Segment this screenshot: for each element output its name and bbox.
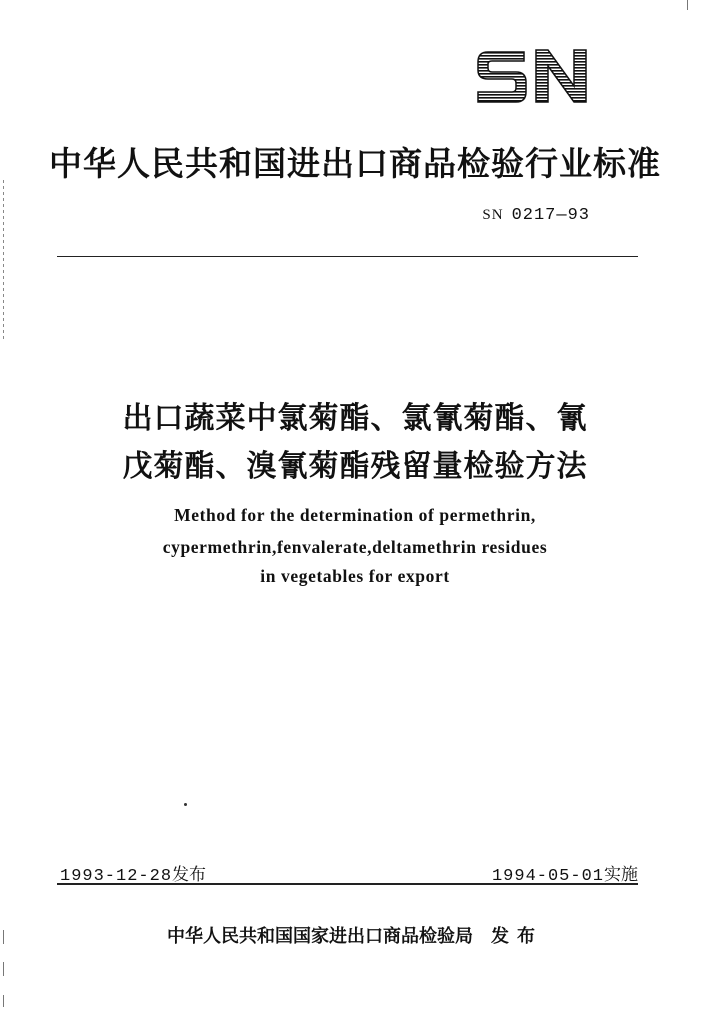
issue-date-label: 发布 — [172, 865, 207, 885]
scan-edge-dots — [3, 180, 4, 340]
scan-edge-mark — [3, 995, 4, 1007]
standard-number — [482, 206, 590, 225]
scan-edge-mark — [687, 0, 688, 10]
effective-date-label: 实施 — [604, 865, 638, 885]
standard-number-value: 0217—93 — [511, 206, 590, 225]
standard-category-title: 中华人民共和国进出口商品检验行业标准 — [49, 144, 661, 183]
title-zh-line-1: 出口蔬菜中氯菊酯、氯氰菊酯、氰 — [122, 401, 588, 436]
standard-number-prefix: SN — [482, 207, 504, 223]
scan-edge-mark — [3, 930, 4, 944]
publisher-name: 中华人民共和国国家进出口商品检验局 — [167, 926, 473, 947]
effective-date-value: 1994-05-01 — [491, 867, 604, 886]
header-divider — [57, 256, 638, 257]
scan-edge-mark — [3, 962, 4, 976]
title-en-line-1: Method for the determination of permethrin, — [174, 505, 536, 525]
footer-divider — [57, 883, 638, 885]
sn-logo-mark — [474, 46, 592, 106]
sn-logo — [474, 46, 592, 106]
issue-date-value: 1993-12-28 — [60, 867, 173, 886]
publisher — [0, 922, 710, 948]
scan-speck — [184, 803, 187, 806]
title-zh-line-2: 戊菊酯、溴氰菊酯残留量检验方法 — [122, 449, 588, 484]
title-en-line-2: cypermethrin,fenvalerate,deltamethrin residues — [162, 537, 548, 557]
publisher-verb: 发布 — [491, 926, 543, 947]
title-en-line-3: in vegetables for export — [260, 566, 450, 586]
